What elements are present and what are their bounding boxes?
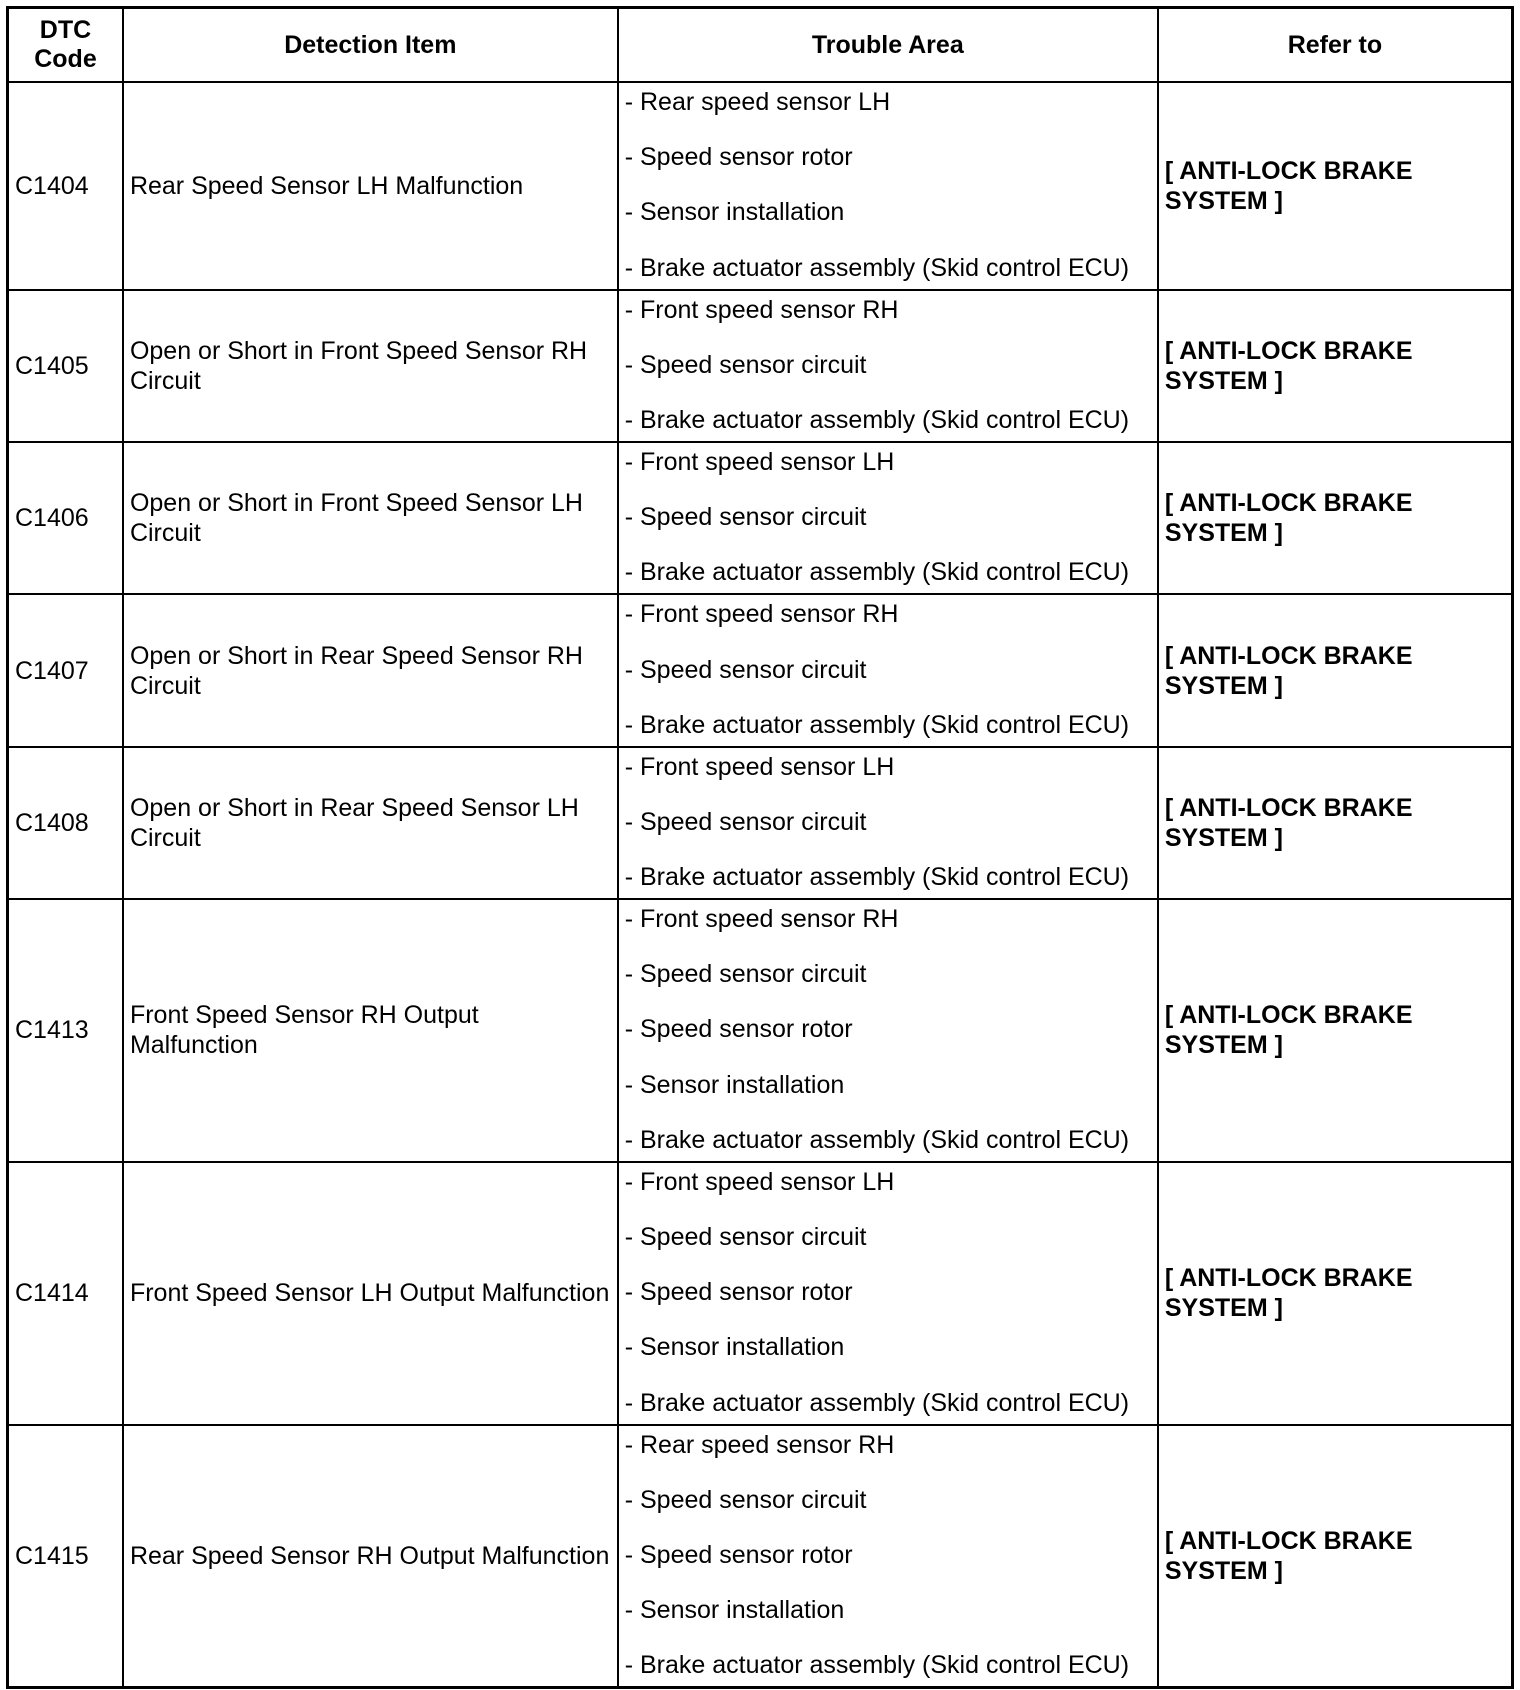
- detection-item-cell: Rear Speed Sensor LH Malfunction: [123, 82, 618, 290]
- dtc-code-cell: C1405: [8, 290, 123, 442]
- refer-to-line1: [ ANTI-LOCK BRAKE: [1164, 793, 1413, 822]
- detection-item-cell: Front Speed Sensor RH Output Malfunction: [123, 899, 618, 1162]
- header-trouble-area: Trouble Area: [618, 8, 1158, 83]
- refer-to-cell: [1158, 290, 1513, 442]
- trouble-area-item: - Front speed sensor RH: [624, 295, 899, 324]
- table-body: [8, 82, 1513, 1688]
- refer-to-line1: [ ANTI-LOCK BRAKE: [1164, 336, 1413, 365]
- header-dtc-code-line1: DTC: [39, 16, 92, 44]
- trouble-area-item: - Sensor installation: [624, 1070, 845, 1099]
- table-row: [8, 442, 1513, 594]
- refer-to-line2: SYSTEM ]: [1164, 519, 1283, 548]
- trouble-area-cell: [618, 82, 1158, 290]
- trouble-area-item: - Speed sensor circuit: [624, 960, 867, 989]
- trouble-area-item: - Front speed sensor LH: [624, 447, 895, 476]
- trouble-area-cell: [618, 594, 1158, 746]
- trouble-area-list: [625, 443, 1151, 593]
- detection-item-cell: Open or Short in Front Speed Sensor LH Circuit: [123, 442, 618, 594]
- refer-to-cell: [1158, 747, 1513, 899]
- trouble-area-item: - Brake actuator assembly (Skid control ECU): [624, 405, 1130, 434]
- table-row: [8, 290, 1513, 442]
- trouble-area-list: [625, 83, 1151, 289]
- refer-to-line2: SYSTEM ]: [1164, 671, 1283, 700]
- dtc-code-cell: C1408: [8, 747, 123, 899]
- refer-to-line1: [ ANTI-LOCK BRAKE: [1164, 1526, 1413, 1555]
- table-row: [8, 1162, 1513, 1425]
- table-row: [8, 747, 1513, 899]
- refer-to-line1: [ ANTI-LOCK BRAKE: [1164, 156, 1413, 185]
- refer-to-line1: [ ANTI-LOCK BRAKE: [1164, 1001, 1413, 1030]
- trouble-area-item: - Speed sensor circuit: [624, 807, 867, 836]
- refer-to-cell: [1158, 594, 1513, 746]
- trouble-area-cell: [618, 442, 1158, 594]
- trouble-area-item: - Sensor installation: [624, 1333, 845, 1362]
- table-header: [8, 8, 1513, 83]
- trouble-area-item: - Speed sensor rotor: [624, 1540, 853, 1569]
- dtc-table: [6, 6, 1514, 1689]
- trouble-area-item: - Speed sensor circuit: [624, 1485, 867, 1514]
- trouble-area-list: [625, 900, 1151, 1161]
- refer-to-cell: [1158, 899, 1513, 1162]
- trouble-area-cell: [618, 747, 1158, 899]
- trouble-area-list: [625, 1163, 1151, 1424]
- refer-to-line1: [ ANTI-LOCK BRAKE: [1164, 641, 1413, 670]
- refer-to-line2: SYSTEM ]: [1164, 1031, 1283, 1060]
- table-row: [8, 1425, 1513, 1688]
- trouble-area-list: [625, 291, 1151, 441]
- dtc-code-cell: C1414: [8, 1162, 123, 1425]
- detection-item-cell: Front Speed Sensor LH Output Malfunction: [123, 1162, 618, 1425]
- refer-to-cell: [1158, 82, 1513, 290]
- table-row: [8, 82, 1513, 290]
- trouble-area-item: - Front speed sensor RH: [624, 905, 899, 934]
- trouble-area-item: - Sensor installation: [624, 198, 845, 227]
- trouble-area-list: [625, 1426, 1151, 1687]
- refer-to-line1: [ ANTI-LOCK BRAKE: [1164, 489, 1413, 518]
- detection-item-cell: Rear Speed Sensor RH Output Malfunction: [123, 1425, 618, 1688]
- trouble-area-list: [625, 748, 1151, 898]
- dtc-code-cell: C1413: [8, 899, 123, 1162]
- refer-to-cell: [1158, 1162, 1513, 1425]
- trouble-area-item: - Speed sensor circuit: [624, 1223, 867, 1251]
- trouble-area-item: - Brake actuator assembly (Skid control ECU): [624, 1651, 1130, 1680]
- detection-item-cell: Open or Short in Rear Speed Sensor RH Circuit: [123, 594, 618, 746]
- dtc-code-cell: C1407: [8, 594, 123, 746]
- refer-to-cell: [1158, 1425, 1513, 1688]
- trouble-area-cell: [618, 1425, 1158, 1688]
- detection-item-cell: Open or Short in Rear Speed Sensor LH Circuit: [123, 747, 618, 899]
- refer-to-line2: SYSTEM ]: [1164, 1556, 1283, 1585]
- trouble-area-item: - Sensor installation: [624, 1596, 845, 1625]
- trouble-area-item: - Brake actuator assembly (Skid control ECU): [624, 253, 1130, 282]
- trouble-area-item: - Speed sensor rotor: [624, 1278, 853, 1307]
- table-row: [8, 594, 1513, 746]
- trouble-area-item: - Brake actuator assembly (Skid control ECU): [624, 1125, 1130, 1154]
- refer-to-line1: [ ANTI-LOCK BRAKE: [1164, 1264, 1413, 1293]
- trouble-area-item: - Brake actuator assembly (Skid control ECU): [624, 863, 1130, 892]
- trouble-area-item: - Front speed sensor LH: [624, 752, 895, 781]
- trouble-area-cell: [618, 290, 1158, 442]
- trouble-area-item: - Brake actuator assembly (Skid control ECU): [624, 710, 1130, 739]
- trouble-area-item: - Speed sensor circuit: [624, 350, 867, 379]
- trouble-area-cell: [618, 1162, 1158, 1425]
- trouble-area-item: - Rear speed sensor RH: [624, 1430, 895, 1459]
- refer-to-line2: SYSTEM ]: [1164, 823, 1283, 852]
- refer-to-line2: SYSTEM ]: [1164, 1294, 1283, 1323]
- table-row: [8, 899, 1513, 1162]
- trouble-area-item: - Speed sensor circuit: [624, 655, 867, 684]
- refer-to-line2: SYSTEM ]: [1164, 366, 1283, 395]
- trouble-area-item: - Speed sensor rotor: [624, 143, 853, 172]
- trouble-area-item: - Brake actuator assembly (Skid control ECU): [624, 1388, 1130, 1417]
- trouble-area-item: - Front speed sensor RH: [624, 600, 899, 629]
- trouble-area-item: - Front speed sensor LH: [624, 1167, 895, 1196]
- trouble-area-item: - Speed sensor rotor: [624, 1015, 853, 1044]
- trouble-area-cell: [618, 899, 1158, 1162]
- header-dtc-code-line2: Code: [34, 45, 97, 73]
- trouble-area-item: - Speed sensor circuit: [624, 503, 867, 532]
- dtc-code-cell: C1404: [8, 82, 123, 290]
- header-dtc-code: [8, 8, 123, 83]
- trouble-area-item: - Brake actuator assembly (Skid control ECU): [624, 558, 1130, 587]
- header-detection-item: Detection Item: [123, 8, 618, 83]
- dtc-code-cell: C1406: [8, 442, 123, 594]
- detection-item-cell: Open or Short in Front Speed Sensor RH Circuit: [123, 290, 618, 442]
- refer-to-line2: SYSTEM ]: [1164, 186, 1283, 215]
- trouble-area-list: [625, 595, 1151, 745]
- dtc-code-cell: C1415: [8, 1425, 123, 1688]
- trouble-area-item: - Rear speed sensor LH: [624, 88, 891, 116]
- header-row: [8, 8, 1513, 83]
- header-refer-to: Refer to: [1158, 8, 1513, 83]
- refer-to-cell: [1158, 442, 1513, 594]
